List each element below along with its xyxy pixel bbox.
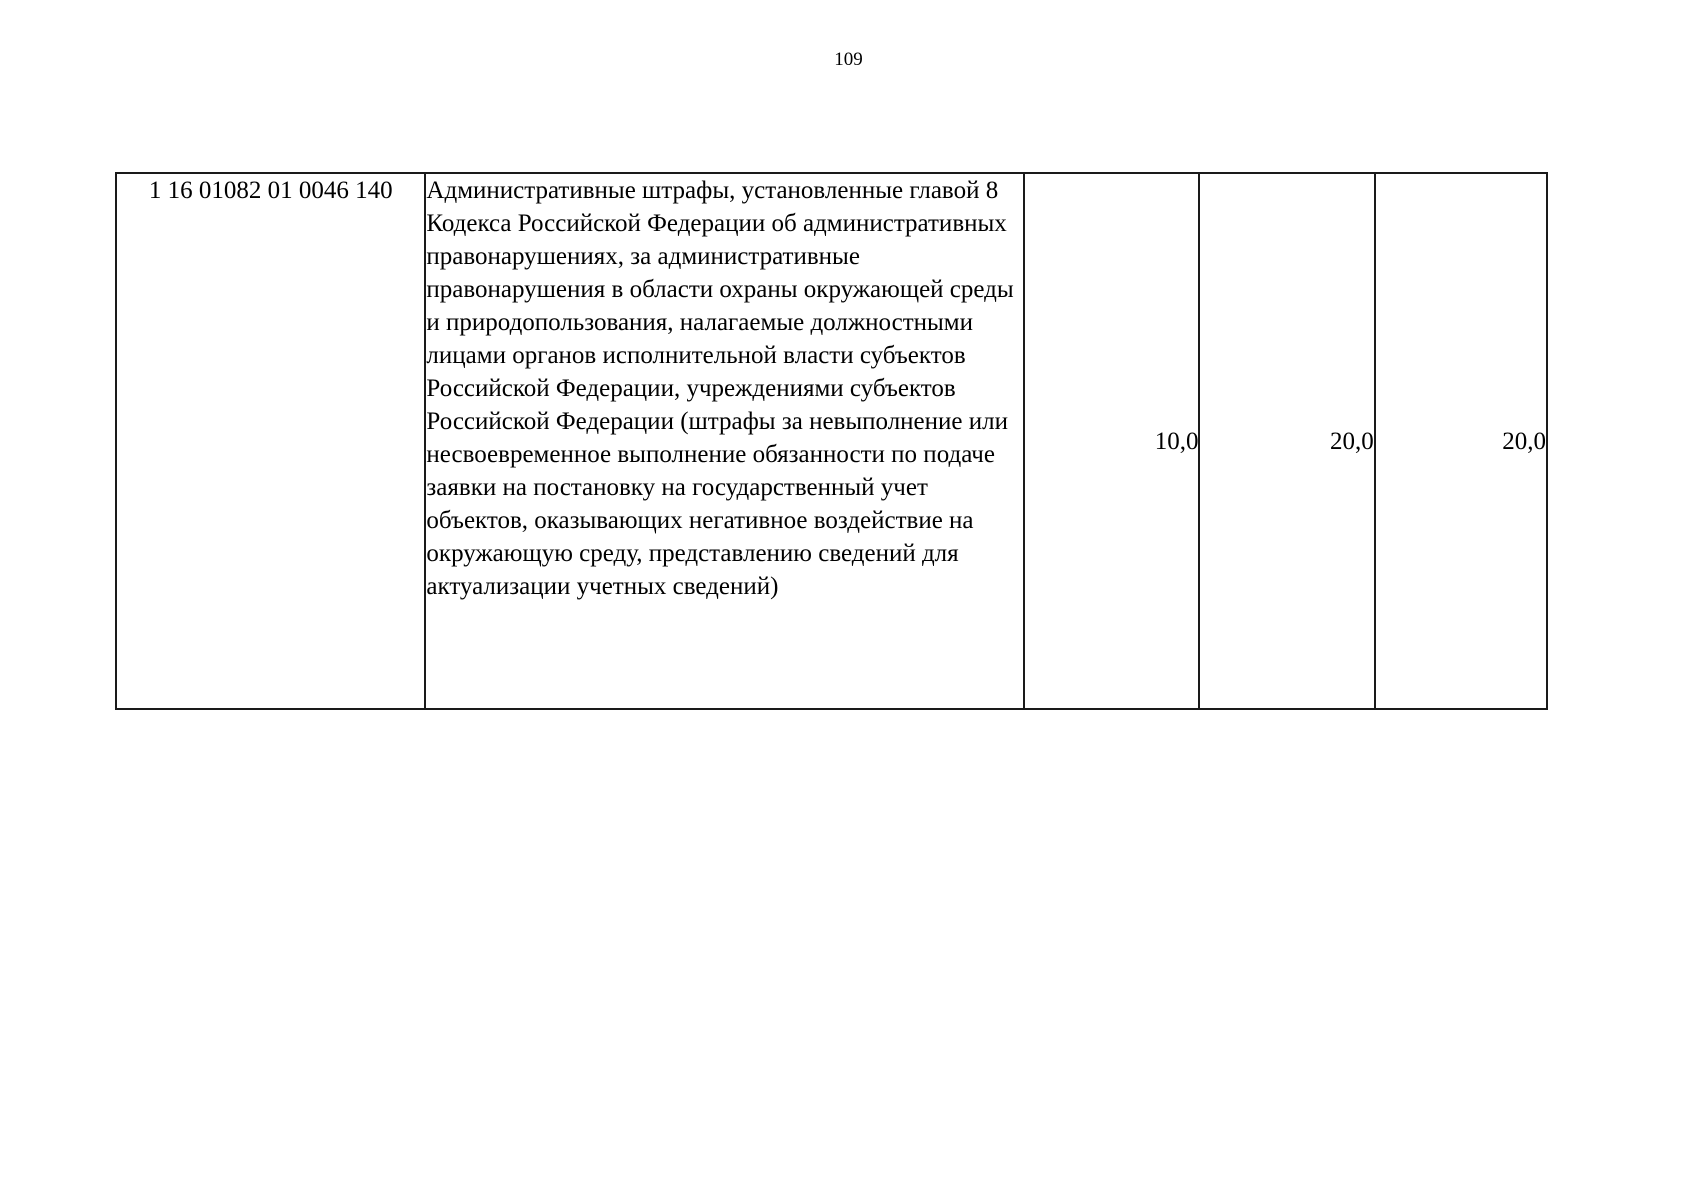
amount-year-2: 20,0 — [1199, 173, 1374, 709]
budget-classification-code: 1 16 01082 01 0046 140 — [116, 173, 425, 709]
page-number: 109 — [834, 49, 863, 70]
revenue-description: Административные штрафы, установленные главой 8 Кодекса Российской Федерации об административных правонарушениях, за административные правонарушения в области охраны окружающей среды и природопользования, налагаемые должностными лицами органов исполнительной власти субъектов Российской Федерации, учреждениями субъектов Российской Федерации (штрафы за невыполнение или несвоевременное выполнение обязанности по подаче заявки на постановку на государственный учет объектов, оказывающих негативное воздействие на окружающую среду, представлению сведений для актуализации учетных сведений) — [425, 173, 1024, 709]
amount-year-1: 10,0 — [1024, 173, 1199, 709]
amount-year-3: 20,0 — [1375, 173, 1547, 709]
table-row — [116, 173, 1547, 709]
budget-table — [115, 172, 1548, 710]
